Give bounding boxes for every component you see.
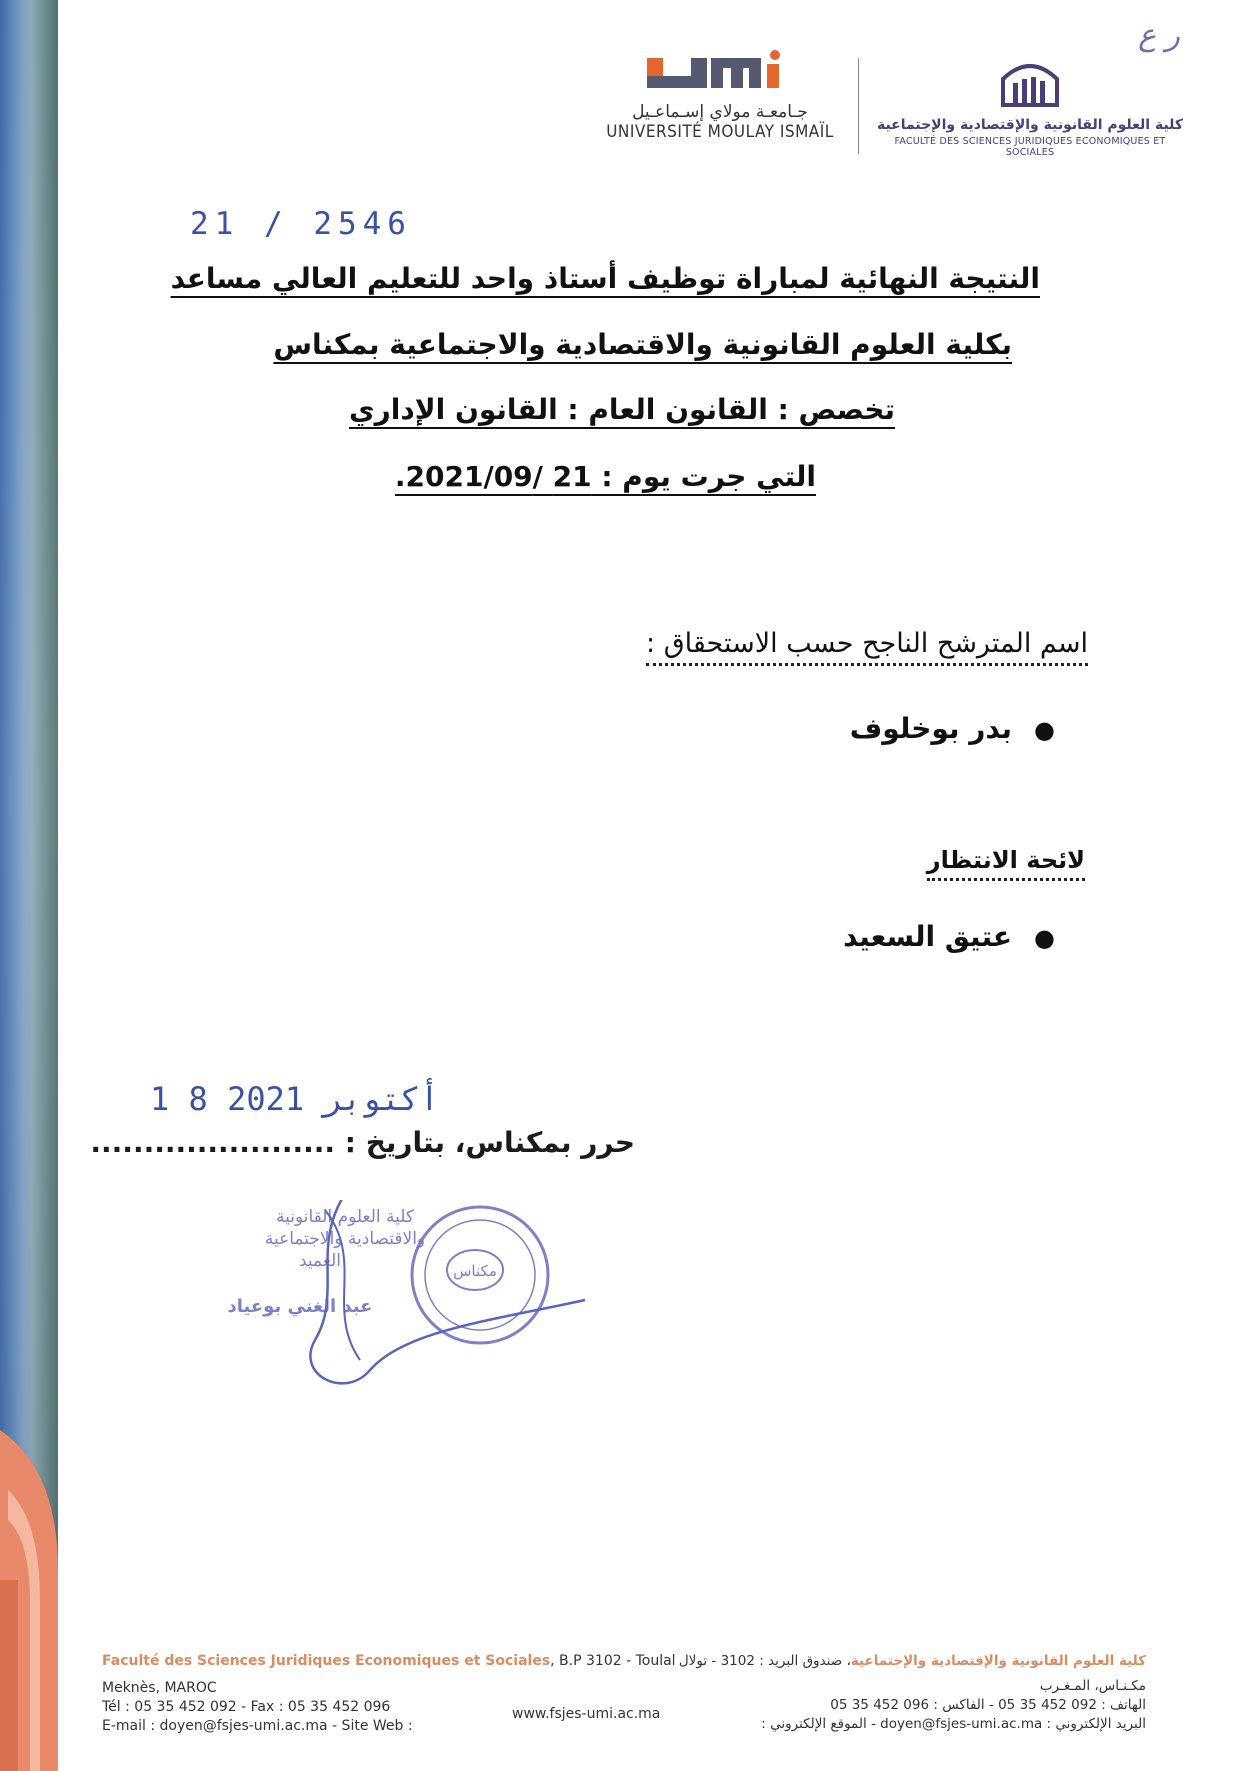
footer-ar-city: مكـنـاس، المـغـرب <box>1039 1678 1146 1694</box>
faculty-logo-block <box>870 55 1190 165</box>
university-logo-block <box>600 50 840 160</box>
header-divider <box>858 58 859 154</box>
bullet-icon: ● <box>1034 716 1055 744</box>
faculty-emblem-icon <box>995 55 1065 109</box>
footer-ar-faculty: كلية العلوم القانونية والإقتصادية والإجتماعية <box>850 1653 1146 1669</box>
title-line-3: تخصص : القانون العام : القانون الإداري <box>349 393 895 426</box>
waiting-candidate-name: عتيق السعيد <box>843 920 1013 953</box>
footer-fr-city: Meknès, MAROC <box>102 1680 217 1696</box>
footer-fr-email: E-mail : doyen@fsjes-umi.ac.ma - Site Web : <box>102 1718 413 1734</box>
university-name-ar: جـامعـة مولاي إسـماعـيل <box>632 102 808 122</box>
footer-fr-bp: , B.P 3102 - Toulal <box>550 1653 676 1669</box>
footer-fr-line-1 <box>102 1652 702 1671</box>
umi-logo-icon <box>645 50 795 100</box>
issued-at-line: حرر بمكناس، بتاريخ : ....................... <box>90 1126 635 1159</box>
footer-ar-bp: ، صندوق البريد : 3102 - تولال <box>678 1653 851 1669</box>
waiting-list-candidate <box>843 920 1055 953</box>
seal-round-text: مكناس <box>453 1262 497 1280</box>
faculty-name-ar: كلية العلوم القانونية والإقتصادية والإجتماعية <box>876 117 1184 133</box>
arch-decoration <box>0 1430 64 1771</box>
successful-candidate <box>850 712 1055 745</box>
dean-seal-and-signature <box>195 1200 595 1400</box>
successful-candidate-name: بدر بوخلوف <box>849 712 1013 745</box>
seal-text-4: عبد الغني بوعياد <box>227 1296 373 1317</box>
reference-number-stamp: 21 / 2546 <box>190 206 412 242</box>
footer-fr-phone: Tél : 05 35 452 092 - Fax : 05 35 452 096 <box>102 1699 391 1715</box>
title-line-2: بكلية العلوم القانونية والاقتصادية والاجتماعية بمكناس <box>273 328 1012 361</box>
footer-ar-phone: الهاتف : 092 452 35 05 - الفاكس : 096 452 35 05 <box>830 1697 1146 1713</box>
bullet-icon: ● <box>1034 924 1055 952</box>
successful-candidate-label: اسم المترشح الناجح حسب الاستحقاق : <box>646 628 1088 666</box>
footer-arabic <box>666 1652 1146 1734</box>
university-name-fr: UNIVERSITÉ MOULAY ISMAÏL <box>606 122 834 142</box>
handwritten-date-stamp: 1 8 أكتوبر 2021 <box>150 1080 439 1118</box>
title-line-4: التي جرت يوم : 21 /2021/09. <box>394 460 816 493</box>
faculty-name-fr: FACULTÉ DES SCIENCES JURIDIQUES ECONOMIQUES ET SOCIALES <box>894 136 1166 158</box>
title-line-1: النتيجة النهائية لمباراة توظيف أستاذ واحد للتعليم العالي مساعد <box>170 262 1040 295</box>
footer-ar-email: البريد الإلكتروني : doyen@fsjes-umi.ac.ma - الموقع الإلكتروني : <box>761 1716 1146 1732</box>
footer-ar-line-1 <box>666 1652 1146 1671</box>
seal-text-1: كلية العلوم القانونية <box>276 1207 414 1227</box>
footer-website-link[interactable]: www.fsjes-umi.ac.ma <box>512 1706 661 1722</box>
footer-french <box>102 1652 702 1736</box>
seal-text-3: العميد <box>299 1251 341 1271</box>
waiting-list-label: لائحة الانتظار <box>927 846 1085 881</box>
seal-text-2: والاقتصادية والاجتماعية <box>264 1229 426 1249</box>
corner-handwriting: ر ع <box>1138 18 1180 53</box>
footer-fr-faculty: Faculté des Sciences Juridiques Economiques et Sociales <box>102 1653 551 1669</box>
